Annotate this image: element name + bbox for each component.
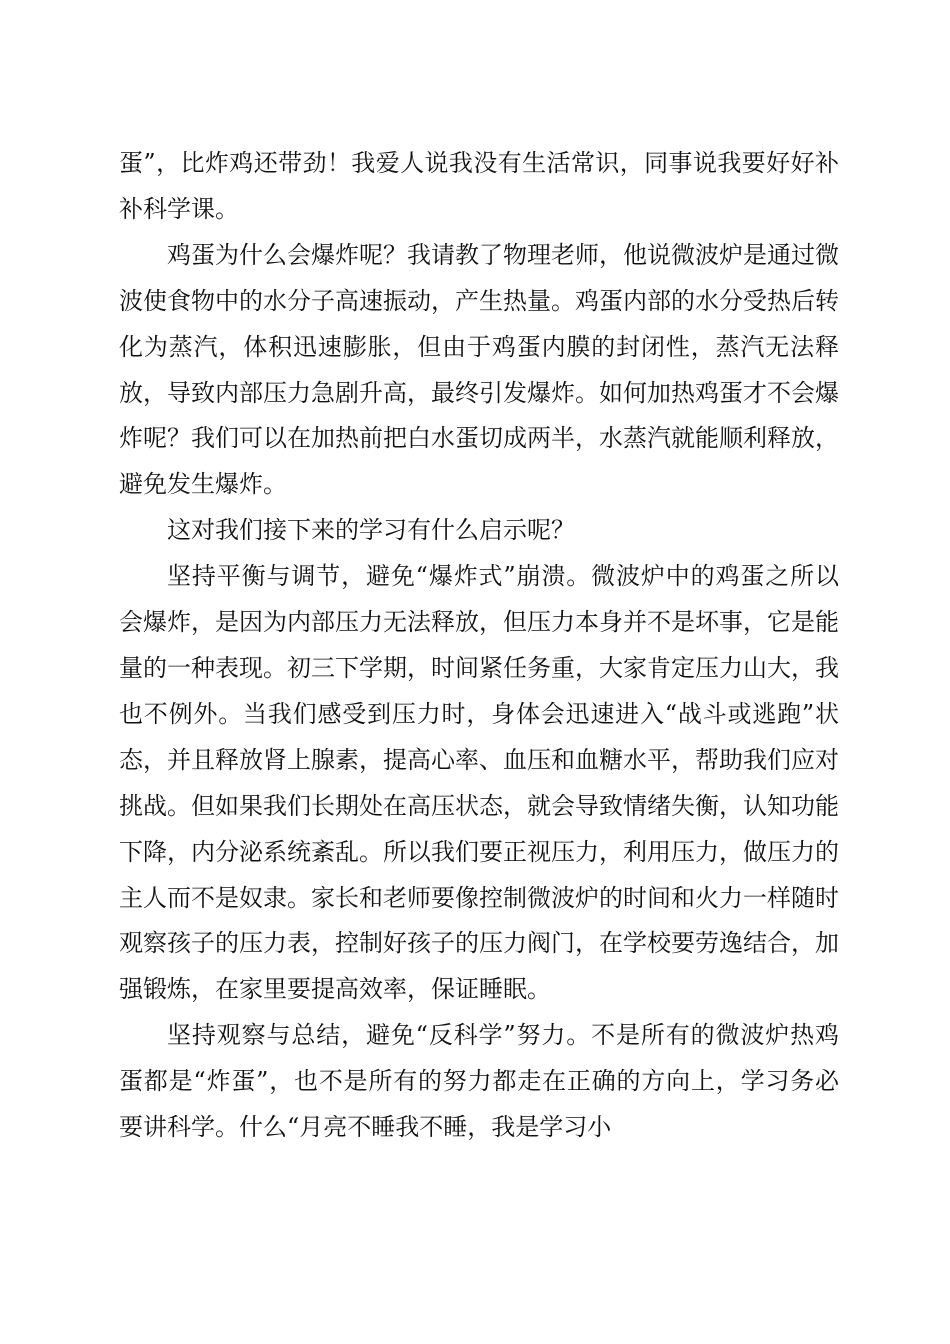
paragraph-2: 鸡蛋为什么会爆炸呢？我请教了物理老师，他说微波炉是通过微波使食物中的水分子高速振动，产生热量。鸡蛋内部的水分受热后转化为蒸汽，体积迅速膨胀，但由于鸡蛋内膜的封闭性，蒸汽无法释放，导致内部压力急剧升高，最终引发爆炸。如何加热鸡蛋才不会爆炸呢？我们可以在加热前把白水蛋切成两半，水蒸汽就能顺利释放，避免发生爆炸。: [119, 240, 839, 499]
paragraph-4: 坚持平衡与调节，避免“爆炸式”崩溃。微波炉中的鸡蛋之所以会爆炸，是因为内部压力无法释放，但压力本身并不是坏事，它是能量的一种表现。初三下学期，时间紧任务重，大家肯定压力山大，我也不例外。当我们感受到压力时，身体会迅速进入“战斗或逃跑”状态，并且释放肾上腺素，提高心率、血压和血糖水平，帮助我们应对挑战。但如果我们长期处在高压状态，就会导致情绪失衡，认知功能下降，内分泌系统紊乱。所以我们要正视压力，利用压力，做压力的主人而不是奴隶。家长和老师要像控制微波炉的时间和火力一样随时观察孩子的压力表，控制好孩子的压力阀门，在学校要劳逸结合，加强锻炼，在家里要提高效率，保证睡眠。: [119, 562, 839, 1004]
paragraph-3: 这对我们接下来的学习有什么启示呢？: [167, 516, 575, 545]
document-page: [119, 141, 839, 1151]
paragraph-1: 蛋”，比炸鸡还带劲！我爱人说我没有生活常识，同事说我要好好补补科学课。: [119, 149, 839, 223]
paragraph-5: 坚持观察与总结，避免“反科学”努力。不是所有的微波炉热鸡蛋都是“炸蛋”，也不是所有的努力都走在正确的方向上，学习务必要讲科学。什么“月亮不睡我不睡，我是学习小: [119, 1021, 839, 1142]
